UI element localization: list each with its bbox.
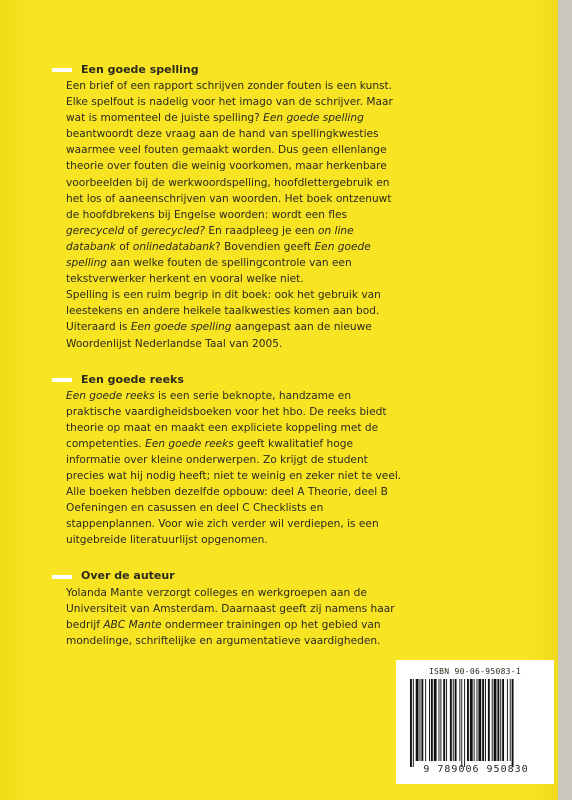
italic-text: Een goede spelling	[263, 112, 364, 125]
heading-bar-icon	[52, 68, 72, 72]
section-heading	[52, 569, 406, 585]
section-heading-text: Een goede reeks	[81, 372, 184, 386]
section-1	[66, 372, 406, 549]
text-run: beantwoordt deze vraag aan de hand van spellingkwesties waarmee veel fouten gemaakt worden. Dus geen ellenlange theorie over fouten die weinig voorkomen, maar herkenbare voorbeelden bij de werkwoordspelling, hoofdlettergebruik en het los of aaneenschrijven van woorden. Het boek ontzenuwt de hoofdbrekens bij Engelse woorden: wordt een fles	[66, 128, 392, 221]
text-run: aan welke fouten de spellingcontrole van een tekstverwerker herkent en vooral welke niet.	[66, 257, 352, 286]
text-run: Yolanda Mante verzorgt colleges en werkgroepen aan de Universiteit van Amsterdam. Daarnaast geeft zij namens haar bedrijf	[66, 586, 395, 631]
text-run: Spelling is een ruim begrip in dit boek: ook het gebruik van leestekens en andere heikele taalkwesties komen aan bod. Uiteraard is	[66, 289, 381, 334]
italic-text: ABC Mante	[103, 618, 162, 631]
text-run: Een brief of een rapport schrijven zonder fouten is een kunst. Elke spelfout is nadelig voor het imago van de schrijver. Maar wat is momenteel de juiste spelling?	[66, 80, 393, 125]
italic-text: Een goede reeks	[66, 389, 155, 402]
italic-text: Een goede spelling	[130, 321, 232, 334]
text-run: ondermeer trainingen op het gebied van mondelinge, schriftelijke en argumentatieve vaardigheden.	[66, 618, 381, 647]
paragraph	[66, 78, 406, 287]
section-heading-text: Over de auteur	[81, 569, 175, 583]
section-body	[66, 388, 406, 549]
book-spine-edge	[558, 0, 572, 800]
section-body	[66, 78, 406, 352]
text-run: of	[124, 224, 142, 237]
section-heading	[52, 372, 406, 388]
section-heading	[52, 62, 406, 78]
section-body	[66, 585, 406, 649]
back-cover-text	[66, 62, 406, 669]
italic-text: Een goede reeks	[145, 437, 234, 450]
paragraph	[66, 388, 406, 549]
text-run: geeft kwalitatief hoge informatie over kleine onderwerpen. Zo krijgt de student precies wat hij nodig heeft; niet te weinig en zeker niet te veel. Alle boeken hebben dezelfde opbouw: deel A Theorie, deel B Oefeningen en casussen en deel C Checklists en stappenplannen. Voor wie zich verder wil verdiepen, is een uitgebreide literatuurlijst opgenomen.	[66, 437, 402, 547]
paragraph	[66, 287, 406, 351]
text-run: ? Bovendien geeft	[215, 240, 315, 253]
italic-text: gerecyceld	[66, 224, 125, 237]
paragraph	[66, 585, 406, 649]
ean-digits: 9 789006 950830	[423, 764, 529, 775]
section-0	[66, 62, 406, 352]
italic-text: gerecycled?	[141, 224, 206, 237]
italic-text: Een goede spelling	[66, 240, 371, 270]
section-heading-text: Een goede spelling	[81, 62, 199, 76]
isbn-text: ISBN 90-06-95083-1	[428, 667, 522, 676]
text-run: aangepast aan de nieuwe Woordenlijst Nederlandse Taal van 2005.	[66, 321, 372, 350]
text-run: En raadpleeg je een	[205, 224, 318, 237]
heading-bar-icon	[52, 575, 72, 579]
barcode-label	[396, 660, 554, 784]
heading-bar-icon	[52, 378, 72, 382]
text-run: is een serie beknopte, handzame en praktische vaardigheidsboeken voor het hbo. De reeks biedt theorie op maat en maakt een expliciete koppeling met de competenties.	[66, 389, 387, 450]
italic-text: on line databank	[66, 224, 354, 253]
section-2	[66, 569, 406, 649]
barcode-icon	[408, 679, 544, 767]
text-run: of	[115, 240, 133, 253]
italic-text: onlinedatabank	[132, 240, 216, 253]
